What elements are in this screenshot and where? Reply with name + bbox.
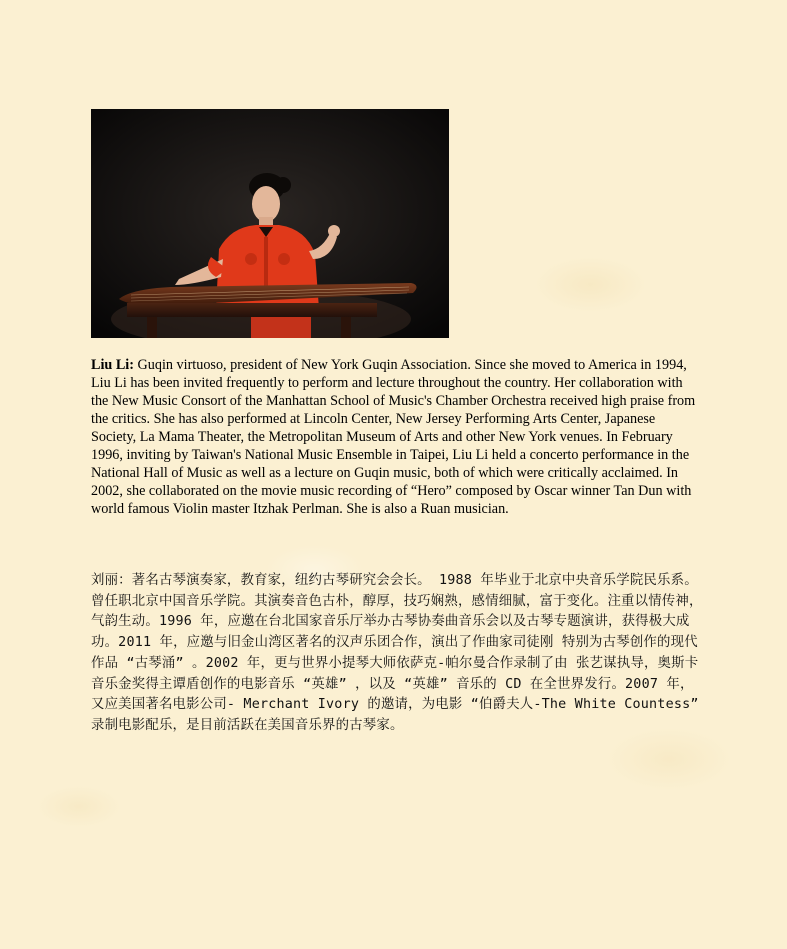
performer-name: Liu Li: [91,357,134,373]
performer-photo [91,109,449,338]
english-biography [91,356,701,518]
chinese-biography: 刘丽：著名古琴演奏家，教育家，纽约古琴研究会会长。 1988 年毕业于北京中央音乐学院民乐系。曾任职北京中国音乐学院。其演奏音色古朴，醇厚，技巧娴熟，感情细腻，富于变化。注重以情传神，气韵生动。1996 年，应邀在台北国家音乐厅举办古琴协奏曲音乐会以及古琴专题演讲，获得极大成功。2011 年，应邀与旧金山湾区著名的汉声乐团合作，演出了作曲家司徒刚 特别为古琴创作的现代作品 “古琴涌” 。2002 年，更与世界小提琴大师依萨克-帕尔曼合作录制了由 张艺谋执导，奥斯卡音乐金奖得主谭盾创作的电影音乐 “英雄” ，以及 “英雄” 音乐的 CD 在全世界发行。2007 年，又应美国著名电影公司- Merchant Ivory 的邀请，为电影 “伯爵夫人-The White Countess” 录制电影配乐，是目前活跃在美国音乐界的古琴家。 [91,573,703,733]
english-biography-text: Guqin virtuoso, president of New York Guqin Association. Since she moved to America in 1994, Liu Li has been invited frequently to perform and lecture throughout the country. Her collaboration with the New Music Consort of the Manhattan School of Music's Chamber Orchestra received high praise from the critics. She has also performed at Lincoln Center, New Jersey Performing Arts Center, Japanese Society, La Mama Theater, the Metropolitan Museum of Arts and other New York venues. In February 1996, inviting by Taiwan's National Music Ensemble in Taipei, Liu Li held a concerto performance in the National Hall of Music as well as a lecture on Guqin music, both of which were critically acclaimed. In 2002, she collaborated on the movie music recording of “Hero” composed by Oscar winner Tan Dun with world famous Violin master Itzhak Perlman. She is also a Ruan musician. [91,357,696,517]
